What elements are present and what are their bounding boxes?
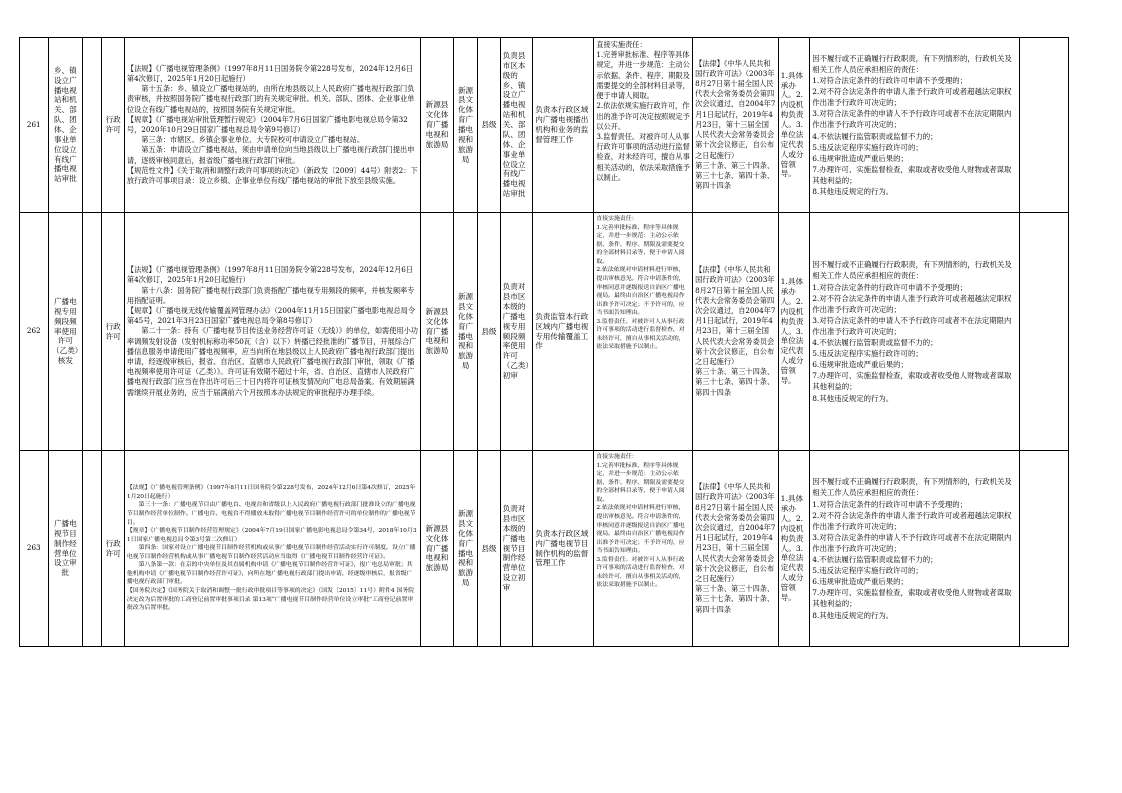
paragraph: 第三条：市辖区、乡镇企事业单位、大专院校可申请设立广播电视站。 [141, 135, 365, 145]
paragraph: 3.监督责任。对被许可人从事行政许可事项的活动进行监督检查，对未经许可，擅自从事相关活动的，依法采取措施予以制止。 [596, 131, 690, 182]
paragraph: 第十八条：国务院广播电视行政部门负责指配广播电视专用频段的频率，并核发频率专用指配证明。 [126, 285, 415, 305]
paragraph: 7.办理许可、实施监督检查，索取或者收受他人财物或者谋取其他利益的； [812, 371, 1012, 392]
paragraph: 4.不依法履行监管职责或监督不力的； [812, 555, 938, 565]
paragraph: 【规范性文件】《关于取消和调整行政许可事项的决定》（新政发〔2009〕44号）附表2：下放行政许可事项目录：设立乡镇、企事业单位有线广播电视站的审批下放至县级实施。 [126, 165, 418, 186]
paragraph: 3.对符合法定条件的申请人不予行政许可或者不在法定期限内作出准予行政许可决定的； [812, 532, 1012, 553]
cell-remark [1020, 213, 1069, 451]
paragraph: 2.对不符合法定条件的申请人准予行政许可或者超越法定职权作出准予行政许可决定的； [812, 293, 1012, 314]
paragraph: 【规章】《广播电视无线传输覆盖网管理办法》（2004年11月15日国家广播电影电视总局令第45号，2021年3月23日国家广播电视总局令第8号修订） [126, 305, 416, 326]
paragraph: 2.对不符合法定条件的申请人准予行政许可或者超越法定职权作出准予行政许可决定的； [812, 87, 1012, 108]
cell-empty [83, 38, 102, 213]
paragraph: 8.其他违反规定的行为。 [812, 187, 894, 197]
paragraph: 8.其他违反规定的行为。 [812, 393, 894, 403]
paragraph: 第十五条：乡、镇设立广播电视站的，由所在地县级以上人民政府广播电视行政部门负责审核，并按照国务院广播电视行政部门的有关规定审批。机关、部队、团体、企业事业单位设立有线广播电视站的，按照国务院有关规定审批。 [126, 84, 415, 114]
cell-accountability [810, 451, 1020, 647]
cell-number: 262 [20, 213, 49, 451]
paragraph: 6.违规审批造成严重后果的； [812, 577, 908, 587]
cell-number: 263 [20, 451, 49, 647]
paragraph: 5.违反法定程序实施行政许可的； [812, 566, 923, 576]
paragraph: 7.办理许可、实施监督检查，索取或者收受他人财物或者谋取其他利益的； [812, 588, 1012, 609]
paragraph: 5.违反法定程序实施行政许可的； [812, 349, 923, 359]
cell-department: 新源县文化体育广播电视和旅游局 [421, 38, 454, 213]
paragraph: 直接实施责任： [596, 454, 638, 460]
paragraph: 1.对符合法定条件的行政许可申请不予受理的； [812, 499, 968, 509]
paragraph: 8.其他违反规定的行为。 [812, 610, 894, 620]
cell-item-name: 乡、镇设立广播电视站和机关、部队、团体、企事业单位设立有线广播电视站审批 [48, 38, 83, 213]
paragraph: 【法规】《广播电视管理条例》（1997年8月11日国务院令第228号发布，2024年12月6日第4次修订，2025年1月20日起施行） [126, 63, 414, 83]
paragraph: 因不履行或不正确履行行政职责，有下列情形的，行政机关及相关工作人员应承担相应的责任： [812, 477, 1012, 498]
table-row [20, 213, 1069, 451]
cell-level: 县级 [478, 213, 500, 451]
table-body [20, 38, 1069, 647]
cell-department: 新源县文化体育广播电视和旅游局 [421, 451, 454, 647]
cell-item-type: 行政许可 [102, 451, 124, 647]
paragraph: 4.不依法履行监管职责或监督不力的； [812, 131, 938, 141]
paragraph: 第四条：国家对设立广播电视节目制作经营机构或从事广播电视节目制作经营活动实行许可制度。设立广播电视节目制作经营机构或从事广播电视节目制作经营活动应当取得《广播电视节目制作经营许可证》。 [126, 545, 416, 560]
paragraph: 7.办理许可、实施监督检查，索取或者收受他人财物或者谋取其他利益的； [812, 164, 1012, 185]
paragraph: 6.违规审批造成严重后果的； [812, 360, 908, 370]
table-row [20, 38, 1069, 213]
cell-sub-department: 新源县文化体育广播电视和旅游局 [453, 38, 477, 213]
paragraph: 3.监督责任。对被许可人从事行政许可事项的活动进行监督检查，对未经许可，擅自从事相关活动的，依法采取措施予以制止。 [596, 556, 685, 589]
paragraph: 第三十条、第三十四条、第三十七条、第四十条、第四十四条 [695, 584, 775, 614]
cell-sub-department: 新源县文化体育广播电视和旅游局 [453, 451, 477, 647]
paragraph: 2.依法依规对申请材料进行审核，提出审核意见。符合申请条件的，审核同意并逐级报送自治区广播电视局。最终由自治区广播电视局作出准予许可决定；不予许可的，应当书面告知理由。 [596, 267, 685, 317]
paragraph: 【法律】《中华人民共和国行政许可法》（2003年8月27日第十届全国人民代表大会常务委员会第四次会议通过，自2004年7月1日起试行，2019年4月23日，第十三届全国人民代表大会常务委员会第十次会议修正，自公布之日起施行） [695, 265, 776, 367]
cell-legal-basis [124, 213, 420, 451]
paragraph: 6.违规审批造成严重后果的； [812, 153, 908, 163]
paragraph: 第八条第一款：在京的中央单位及其直属机构申请《广播电视节目制作经营许可证》，报广电总局审批；其他机构申请《广播电视节目制作经营许可证》，向所在地广播电视行政部门提出申请，经逐级审核后，报省级广播电视行政部门审批。 [126, 562, 413, 586]
paragraph: 4.不依法履行监管职责或监督不力的； [812, 338, 938, 348]
paragraph: 3.监督责任。对被许可人从事行政许可事项的活动进行监督检查，对未经许可，擅自从事相关活动的，依法采取措施予以制止。 [596, 318, 685, 351]
paragraph: 因不履行或不正确履行行政职责，有下列情形的，行政机关及相关工作人员应承担相应的责任： [812, 53, 1012, 74]
paragraph: 【规章】《广播电视节目制作经营管理规定》（2004年7月19日国家广播电影电视总局令第34号，2018年10月31日国家广播电视总局令第3号第二次修订） [126, 528, 417, 543]
paragraph: 第三十一条：广播电视节目由广播电台、电视台和省级以上人民政府广播电视行政部门批准设立的广播电视节目制作经营单位制作。广播电台、电视台不得播放未取得广播电视节目制作经营许可的单位制作的广播电视节目。 [126, 502, 416, 526]
cell-level: 县级 [478, 451, 500, 647]
cell-responsibility [594, 451, 693, 647]
paragraph: 3.对符合法定条件的申请人不予行政许可或者不在法定期限内作出准予行政许可决定的； [812, 109, 1012, 130]
cell-content: 负责对县市区本级的广播电视专用频段频率使用许可（乙类）初审 [500, 213, 533, 451]
cell-remark [1020, 38, 1069, 213]
cell-law [693, 38, 779, 213]
cell-law [693, 451, 779, 647]
paragraph: 直接实施责任： [596, 40, 647, 49]
cell-legal-basis [124, 451, 420, 647]
cell-content: 负责对县市区本级的广播电视节目制作经营单位设立初审 [500, 451, 533, 647]
cell-supervision: 负责监管本行政区域内广播电视专用传输覆盖工作 [533, 213, 594, 451]
cell-accountability [810, 38, 1020, 213]
permit-table [19, 37, 1069, 647]
cell-item-type: 行政许可 [102, 213, 124, 451]
table-row [20, 451, 1069, 647]
paragraph: 1.对符合法定条件的行政许可申请不予受理的； [812, 282, 968, 292]
paragraph: 第二十一条：持有《广播电视节目传送业务经营许可证（无线）》的单位，如需使用小功率调频发射设备（发射机标称功率50瓦（含）以下）转播已经批准的广播节目，开展综合广播信息服务申请使用广播电视频率，应当向所在地县级以上人民政府广播电视行政部门提出申请，经逐级审核后，报省、自治区、直辖市人民政府广播电视行政部门审批，领取《广播电视频率使用许可证（乙类）》。许可证有效期不超过十年，省、自治区、直辖市人民政府广播电视行政部门应当在作出许可后三十日内将许可证核发情况向广电总局备案。有效期届满需继续开展业务的，应当于届满前六个月按照本办法规定的审批程序办理手续。 [126, 326, 418, 397]
cell-sub-department: 新源县文化体育广播电视和旅游局 [453, 213, 477, 451]
cell-level: 县级 [478, 38, 500, 213]
cell-item-name: 广播电视专用频段频率使用许可（乙类）核发 [48, 213, 83, 451]
paragraph: 2.依法依规实施行政许可，作出的准予许可决定按照规定予以公开。 [596, 101, 690, 131]
cell-content: 负责县市区本级的乡、镇设立广播电视站和机关、部队、团体、企事业单位设立有线广播电视站审批 [500, 38, 533, 213]
cell-responsible-org: 1.具体承办人。2.内设机构负责人。3.单位法定代表人或分管领导。 [778, 38, 810, 213]
cell-remark [1020, 451, 1069, 647]
paragraph: 【规章】《广播电视站审批管理暂行规定》（2004年7月6日国家广播电影电视总局令第32号，2020年10月29日国家广播电视总局令第9号修订） [126, 114, 408, 134]
paragraph: 5.违反法定程序实施行政许可的； [812, 142, 923, 152]
cell-law [693, 213, 779, 451]
paragraph: 2.依法依规对申请材料进行审核，提出审核意见。符合申请条件的，审核同意并逐级报送自治区广播电视局。最终由自治区广播电视局作出准予许可决定；不予许可的，应当书面告知理由。 [596, 505, 685, 555]
paragraph: 【法律】《中华人民共和国行政许可法》（2003年8月27日第十届全国人民代表大会常务委员会第四次会议通过，自2004年7月1日起试行，2019年4月23日，第十三届全国人民代表大会常务委员会第十次会议修正，自公布之日起施行） [695, 58, 776, 160]
cell-responsible-org: 1.具体承办人。2.内设机构负责人。3.单位法定代表人或分管领导。 [778, 451, 810, 647]
paragraph: 1.完善审批标准、程序等具体规定，并进一步规范：主动公示依据、条件、程序、期限及需要提交的全部材料目录等，便于申请人阅取。 [596, 462, 685, 503]
paragraph: 【法规】《广播电视管理条例》（1997年8月11日国务院令第228号发布，2024年12月6日第4次修订，2025年1月20日起施行） [126, 265, 414, 285]
paragraph: 直接实施责任： [596, 216, 638, 222]
cell-responsibility [594, 213, 693, 451]
paragraph: 【法规】《广播电视管理条例》（1997年8月11日国务院令第228号发布，2024年12月6日第4次修订，2025年1月20日起施行） [126, 485, 416, 500]
paragraph: 1.对符合法定条件的行政许可申请不予受理的； [812, 76, 968, 85]
paragraph: 3.对符合法定条件的申请人不予行政许可或者不在法定期限内作出准予行政许可决定的； [812, 315, 1012, 336]
cell-supervision: 负责本行政区域内广播电视节目制作机构的监督管理工作 [533, 451, 594, 647]
cell-empty [83, 213, 102, 451]
paragraph: 2.对不符合法定条件的申请人准予行政许可或者超越法定职权作出准予行政许可决定的； [812, 510, 1012, 531]
paragraph: 1.完善审批标准、程序等具体规定，并进一步规范：主动公示依据、条件、程序、期限及需要提交的全部材料目录等，便于申请人阅取。 [596, 224, 685, 265]
paragraph: 第三十条、第三十四条、第三十七条、第四十条、第四十四条 [695, 160, 775, 191]
paragraph: 【国务院决定】《国务院关于取消和调整一批行政审批项目等事项的决定》（国发〔2015〕11号）附件4 国务院决定改为后置审批的工商登记前置审批事项目录 第13项“广播电视节目制作经营单位设立审批”工商登记前置审批改为后置审批。 [126, 588, 415, 612]
cell-item-type: 行政许可 [102, 38, 124, 213]
cell-number: 261 [20, 38, 49, 213]
cell-legal-basis [124, 38, 420, 213]
paragraph: 【法律】《中华人民共和国行政许可法》（2003年8月27日第十届全国人民代表大会常务委员会第四次会议通过，自2004年7月1日起试行，2019年4月23日，第十三届全国人民代表大会常务委员会第十次会议修正，自公布之日起施行） [695, 482, 776, 584]
cell-responsible-org: 1.具体承办人。2.内设机构负责人。3.单位法定代表人或分管领导。 [778, 213, 810, 451]
cell-department: 新源县文化体育广播电视和旅游局 [421, 213, 454, 451]
paragraph: 因不履行或不正确履行行政职责，有下列情形的，行政机关及相关工作人员应承担相应的责任： [812, 260, 1012, 281]
cell-supervision: 负责本行政区域内广播电视播出机构和业务的监督管理工作 [533, 38, 594, 213]
cell-accountability [810, 213, 1020, 451]
paragraph: 第五条：申请设立广播电视站，须由申请单位向当地县级以上广播电视行政部门提出申请，逐级审核同意后，报省级广播电视行政部门审批。 [126, 145, 415, 165]
cell-item-name: 广播电视节目制作经营单位设立审批 [48, 451, 83, 647]
paragraph: 第三十条、第三十四条、第三十七条、第四十条、第四十四条 [695, 367, 775, 397]
cell-empty [83, 451, 102, 647]
paragraph: 1.完善审批标准、程序等具体规定，并进一步规范：主动公示依据、条件、程序、期限及需要提交的全部材料目录等，便于申请人阅取。 [596, 50, 690, 101]
cell-responsibility [594, 38, 693, 213]
